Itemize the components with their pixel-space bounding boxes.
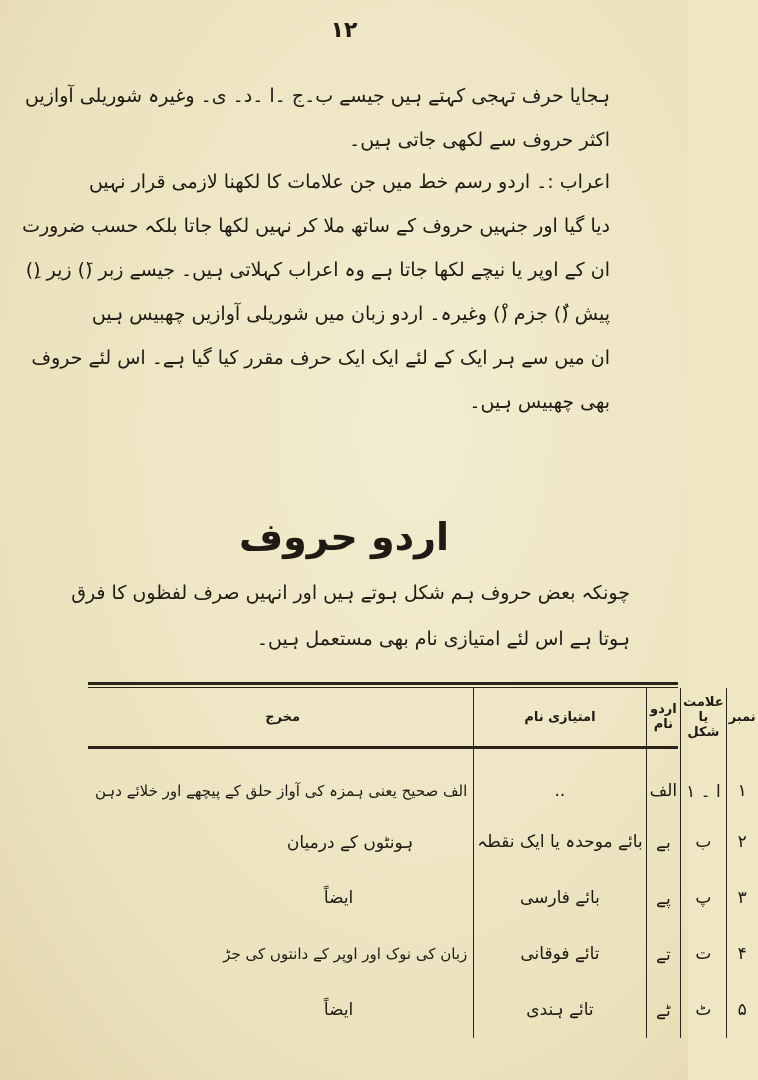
row-number: ۴	[726, 926, 758, 982]
paragraph-line: اکثر حروف سے لکھی جاتی ہیں۔	[349, 129, 610, 151]
paragraph-line: دیا گیا اور جنہیں حروف کے ساتھ ملا کر نہیں لکھا جاتا بلکہ حسب ضرورت	[22, 215, 610, 237]
row-distinctive-name: بائے موحدہ یا ایک نقطہ	[474, 814, 646, 870]
table-row	[92, 982, 758, 1038]
row-urdu-name: الف	[646, 746, 681, 814]
paragraph-line: پیش (ُ) جزم (ْ) وغیرہ۔ اردو زبان میں شوریلی آوازیں چھبیس ہیں	[91, 303, 610, 325]
table-row	[92, 814, 758, 870]
row-shape: ٹ	[681, 982, 727, 1038]
row-makhraj: ایضاً	[323, 888, 354, 908]
row-distinctive-name: ..	[474, 746, 646, 814]
row-distinctive-name: تائے فوقانی	[474, 926, 646, 982]
paragraph-line: ہجایا حرف تہجی کہتے ہیں جیسے ب۔ج ۔ا ۔د۔ ی۔ وغیرہ شوریلی آوازیں	[25, 85, 610, 107]
row-makhraj: الف صحیح یعنی ہمزہ کی آواز حلق کے پیچھے اور خلائے دہن	[95, 782, 468, 800]
paragraph-line: ان کے اوپر یا نیچے لکھا جاتا ہے وہ اعراب کہلاتی ہیں۔ جیسے زبر (َ) زیر (ِ)	[25, 259, 610, 281]
letters-table	[92, 688, 758, 1038]
paragraph-diacritics	[22, 160, 610, 424]
table-row	[92, 746, 758, 814]
row-makhraj: ایضاً	[323, 1000, 354, 1020]
row-shape: ت	[681, 926, 727, 982]
row-shape: ا ۔ ۱	[681, 746, 727, 814]
table-row	[92, 926, 758, 982]
row-urdu-name: تے	[646, 926, 681, 982]
header-number: نمبر	[726, 688, 758, 746]
row-urdu-name: بے	[646, 814, 681, 870]
page-number: ۱۲	[330, 18, 358, 43]
header-shape: علامت یا شکل	[681, 688, 727, 746]
row-shape: پ	[681, 870, 727, 926]
row-number: ۱	[726, 746, 758, 814]
paragraph-letters	[25, 74, 610, 162]
row-number: ۵	[726, 982, 758, 1038]
row-urdu-name: ٹے	[646, 982, 681, 1038]
header-makhraj: مخرج	[265, 709, 301, 725]
table-top-rule	[88, 682, 678, 685]
row-number: ۳	[726, 870, 758, 926]
row-distinctive-name: بائے فارسی	[474, 870, 646, 926]
paragraph-line: بھی چھبیس ہیں۔	[469, 391, 610, 413]
paragraph-line: اعراب :۔ اردو رسم خط میں جن علامات کا لکھنا لازمی قرار نہیں	[88, 171, 610, 193]
header-urdu-name: اردو نام	[646, 688, 681, 746]
row-makhraj: زبان کی نوک اور اوپر کے دانتوں کی جڑ	[223, 945, 468, 963]
row-distinctive-name: تائے ہندی	[474, 982, 646, 1038]
table-header-row	[92, 688, 758, 746]
paragraph-line: ان میں سے ہر ایک کے لئے ایک ایک حرف مقرر کیا گیا ہے۔ اس لئے حروف	[31, 347, 610, 369]
row-makhraj: ہونٹوں کے درمیان	[286, 832, 414, 853]
section-heading: اردو حروف	[238, 515, 450, 559]
paragraph-line: چونکہ بعض حروف ہم شکل ہوتے ہیں اور انہیں صرف لفظوں کا فرق	[71, 582, 630, 604]
intro-paragraph	[70, 570, 630, 662]
paragraph-line: ہوتا ہے اس لئے امتیازی نام بھی مستعمل ہیں۔	[256, 628, 630, 650]
table-row	[92, 870, 758, 926]
row-urdu-name: پے	[646, 870, 681, 926]
row-number: ۲	[726, 814, 758, 870]
row-shape: ب	[681, 814, 727, 870]
header-distinctive-name: امتیازی نام	[474, 688, 646, 746]
